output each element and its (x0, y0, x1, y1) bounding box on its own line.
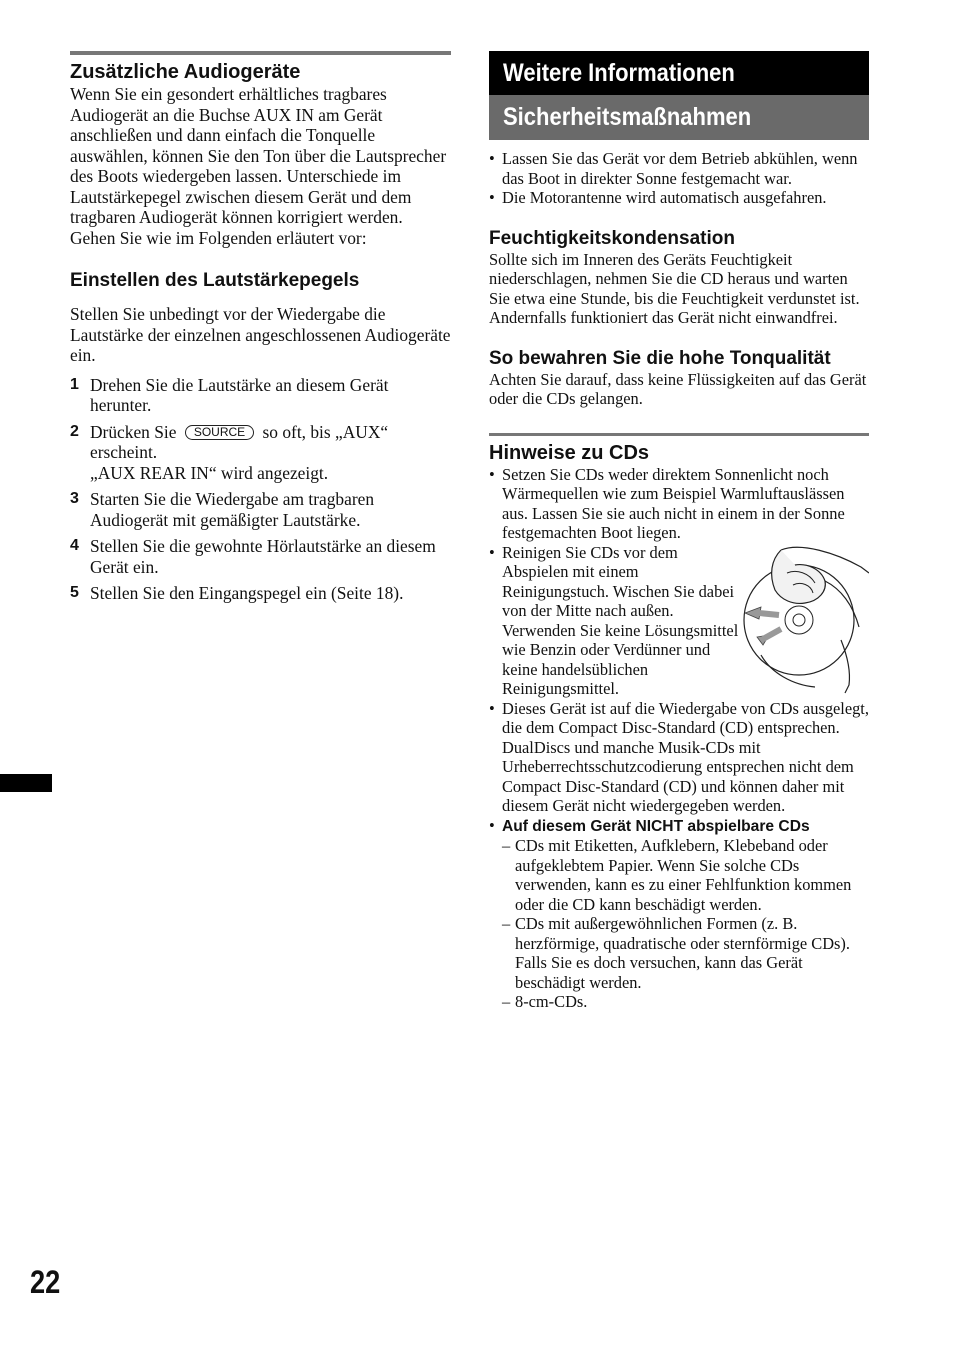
chapter-title: Weitere Informationen (503, 59, 735, 87)
cd-bullet-not-playable (489, 816, 869, 837)
sound-quality-paragraph: Achten Sie darauf, dass keine Flüssigkeiten auf das Gerät oder die CDs gelangen. (489, 369, 867, 408)
section-top-rule (70, 51, 451, 55)
step-item (70, 375, 451, 416)
section-title-cd-notes: Hinweise zu CDs (489, 441, 650, 464)
step-item (70, 422, 451, 484)
not-playable-item: – CDs mit außergewöhnlichen Formen (z. B. herzförmige, quadratische oder sternförmige CDs). Falls Sie es doch versuchen, kann das Gerät beschädigt werden. (502, 914, 869, 992)
volume-steps-list (70, 375, 451, 604)
subsection-title-sound-quality: So bewahren Sie die hohe Tonqualität (489, 347, 831, 369)
section-title-aux-devices: Zusätzliche Audiogeräte (70, 61, 301, 83)
side-tab-marker (0, 774, 52, 792)
not-playable-item: – CDs mit Etiketten, Aufklebern, Klebeband oder aufgeklebtem Papier. Wenn Sie solche CDs verwenden, kann es zu einer Fehlfunktion kommen oder die CD kann beschädigt werden. (502, 836, 869, 914)
step-number: 3 (70, 490, 79, 507)
not-playable-item: – 8-cm-CDs. (502, 992, 869, 1012)
condensation-paragraph: Sollte sich im Inneren des Geräts Feuchtigkeit niederschlagen, nehmen Sie die CD heraus und warten Sie etwa eine Stunde, bis die Feuchtigkeit verdunstet ist. Andernfalls funktioniert das Gerät nicht einwandfrei. (489, 249, 860, 327)
not-playable-title: Auf diesem Gerät NICHT abspielbare CDs (502, 817, 810, 835)
left-column (70, 51, 451, 610)
step-number: 1 (70, 375, 79, 393)
cd-bullet-list (489, 465, 869, 837)
cd-bullet-cleaning (489, 543, 869, 699)
step-item (70, 489, 451, 530)
step-number: 4 (70, 537, 79, 554)
section-header (489, 95, 869, 140)
page-number: 22 (30, 1264, 61, 1300)
chapter-header (489, 51, 869, 95)
safety-bullet: • Die Motorantenne wird automatisch ausgefahren. (489, 188, 869, 208)
volume-intro-paragraph: Stellen Sie unbedingt vor der Wiedergabe die Lautstärke der einzelnen angeschlossenen Audiogeräte ein. (70, 304, 451, 365)
step-item (70, 583, 451, 604)
step-number: 5 (70, 584, 79, 601)
step-text: Stellen Sie den Eingangspegel ein (Seite 18). (90, 583, 404, 603)
subsection-title-volume-level: Einstellen des Lautstärkepegels (70, 270, 360, 291)
not-playable-list (489, 836, 869, 1012)
right-column (489, 51, 869, 1012)
source-button-label: SOURCE (185, 425, 254, 440)
step-text: Stellen Sie die gewohnte Hörlautstärke an diesem Gerät ein. (90, 536, 436, 577)
step-text-before: Drücken Sie (90, 421, 177, 442)
step-text: Starten Sie die Wiedergabe am tragbaren Audiogerät mit gemäßigter Lautstärke. (90, 489, 375, 530)
cd-bullet: • Dieses Gerät ist auf die Wiedergabe von CDs ausgelegt, die dem Compact Disc-Standard (CD) entsprechen. DualDiscs und manche Musik-CDs mit Urheberrechtsschutzcodierung entsprechen nicht dem Compact Disc-Standard (CD) und können daher mit diesem Gerät nicht wiedergegeben werden. (489, 699, 869, 816)
cd-bullet: • Setzen Sie CDs weder direktem Sonnenlicht noch Wärmequellen wie zum Beispiel Warmluftauslässen aus. Lassen Sie sie auch nicht in einem in der Sonne festgemachten Boot liegen. (489, 465, 869, 543)
cd-cleaning-text: • Reinigen Sie CDs vor dem Abspielen mit einem Reinigungstuch. Wischen Sie dabei von der Mitte nach außen. Verwenden Sie keine Lösungsmittel wie Benzin oder Verdünner und keine handelsüblichen Reinigungsmittel. (502, 542, 739, 698)
step-text: Drehen Sie die Lautstärke an diesem Gerät herunter. (90, 374, 389, 415)
step-text-source (90, 422, 451, 484)
subsection-title-condensation: Feuchtigkeitskondensation (489, 227, 735, 249)
cd-cleaning-illustration (741, 545, 869, 695)
aux-intro-paragraph: Wenn Sie ein gesondert erhältliches tragbares Audiogerät an die Buchse AUX IN am Gerät anschließen und dann einfach die Tonquelle auswählen, können Sie den Ton über die Lautsprecher des Boots wiedergeben lassen. Unterschiede im Lautstärkepegel zwischen diesem Gerät und dem tragbaren Audiogerät können korrigiert werden. Gehen Sie wie im Folgenden erläutert vor: (70, 84, 447, 248)
step-note: „AUX REAR IN“ wird angezeigt. (90, 462, 329, 483)
section-title-safety: Sicherheitsmaßnahmen (503, 103, 752, 131)
safety-bullet-list (489, 149, 869, 208)
section-rule (489, 433, 869, 436)
safety-bullet: • Lassen Sie das Gerät vor dem Betrieb abkühlen, wenn das Boot in direkter Sonne festgemacht war. (489, 149, 869, 188)
step-item (70, 536, 451, 577)
step-text-after: so oft, bis „AUX“ erscheint. (90, 421, 389, 462)
step-number: 2 (70, 422, 79, 440)
